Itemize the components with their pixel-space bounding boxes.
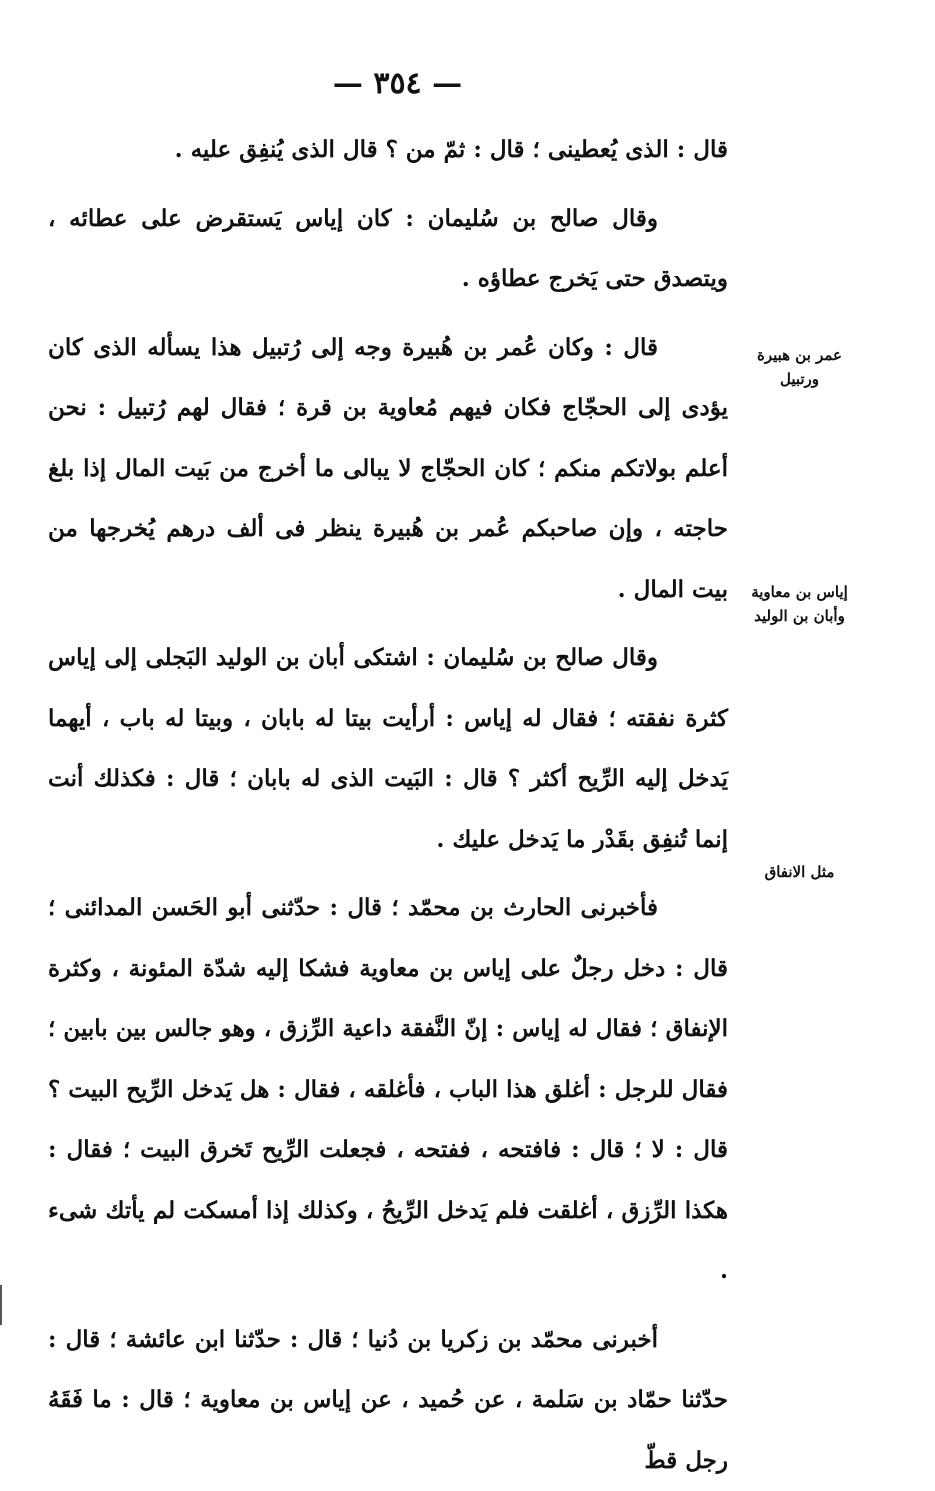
- margin-note-line: وأبان بن الوليد: [742, 604, 857, 628]
- paragraph-3: قال : وكان عُمر بن هُبيرة وجه إلى رُتبيل هذا يسأله الذى كان يؤدى إلى الحجّاج فكان فيهم مُعاوية بن قرة ؛ فقال لهم رُتبيل : نحن أعلم بولاتكم منكم ؛ كان الحجّاج لا يبالى ما أخرج من بَيت المال إذا بلغ حاجته ، وإن صاحبكم عُمر بن هُبيرة ينظر فى ألف درهم يُخرجها من بيت المال .: [48, 318, 728, 621]
- margin-note-umar-ibn-hubayra: [742, 343, 857, 391]
- margin-note-line: مثل الانفاق: [742, 860, 857, 884]
- paragraph-2: وقال صالح بن سُليمان : كان إياس يَستقرض على عطائه ، ويتصدق حتى يَخرج عطاؤه .: [48, 189, 728, 310]
- margin-note-iyas-and-aban: [742, 580, 857, 628]
- paragraph-6: أخبرنى محمّد بن زكريا بن دُنيا ؛ قال : حدّثنا ابن عائشة ؛ قال : حدّثنا حمّاد بن سَلمة ، عن حُميد ، عن إياس بن معاوية ؛ قال : ما فَقَهُ رجل قطّ: [48, 1310, 728, 1491]
- margin-note-line: إياس بن معاوية: [742, 580, 857, 604]
- margin-note-infaq: [742, 860, 857, 884]
- paragraph-4: وقال صالح بن سُليمان : اشتكى أبان بن الوليد البَجلى إلى إياس كثرة نفقته ؛ فقال له إياس : أرأيت بيتا له بابان ، وبيتا له باب ، أيهما يَدخل إليه الرِّيح أكثر ؟ قال : البَيت الذى له بابان ؛ قال : فكذلك أنت إنما تُنفِق بقَدْر ما يَدخل عليك .: [48, 628, 728, 870]
- scan-edge-mark: [0, 1285, 2, 1325]
- margin-note-line: عمر بن هبيرة: [742, 343, 857, 367]
- paragraph-5: فأخبرنى الحارث بن محمّد ؛ قال : حدّثنى أبو الحَسن المدائنى ؛ قال : دخل رجلٌ على إياس بن معاوية فشكا إليه شدّة المئونة ، وكثرة الإنفاق ؛ فقال له إياس : إنّ النَّفقة داعية الرِّزق ، وهو جالس بين بابين ؛ فقال للرجل : أغلق هذا الباب ، فأغلقه ، فقال : هل يَدخل الرِّيح البيت ؟ قال : لا ؛ قال : فافتحه ، ففتحه ، فجعلت الرِّيح تَخرق البيت ؛ فقال : هكذا الرِّزق ، أغلقت فلم يَدخل الرِّيحُ ، وكذلك إذا أمسكت لم يأتك شىء .: [48, 878, 728, 1302]
- page-number: — ٣٥٤ —: [0, 66, 795, 101]
- paragraph-1: قال : الذى يُعطينى ؛ قال : ثمّ من ؟ قال الذى يُنفِق عليه .: [48, 120, 728, 181]
- margin-note-line: ورتبيل: [742, 367, 857, 391]
- body-text: [48, 120, 728, 1491]
